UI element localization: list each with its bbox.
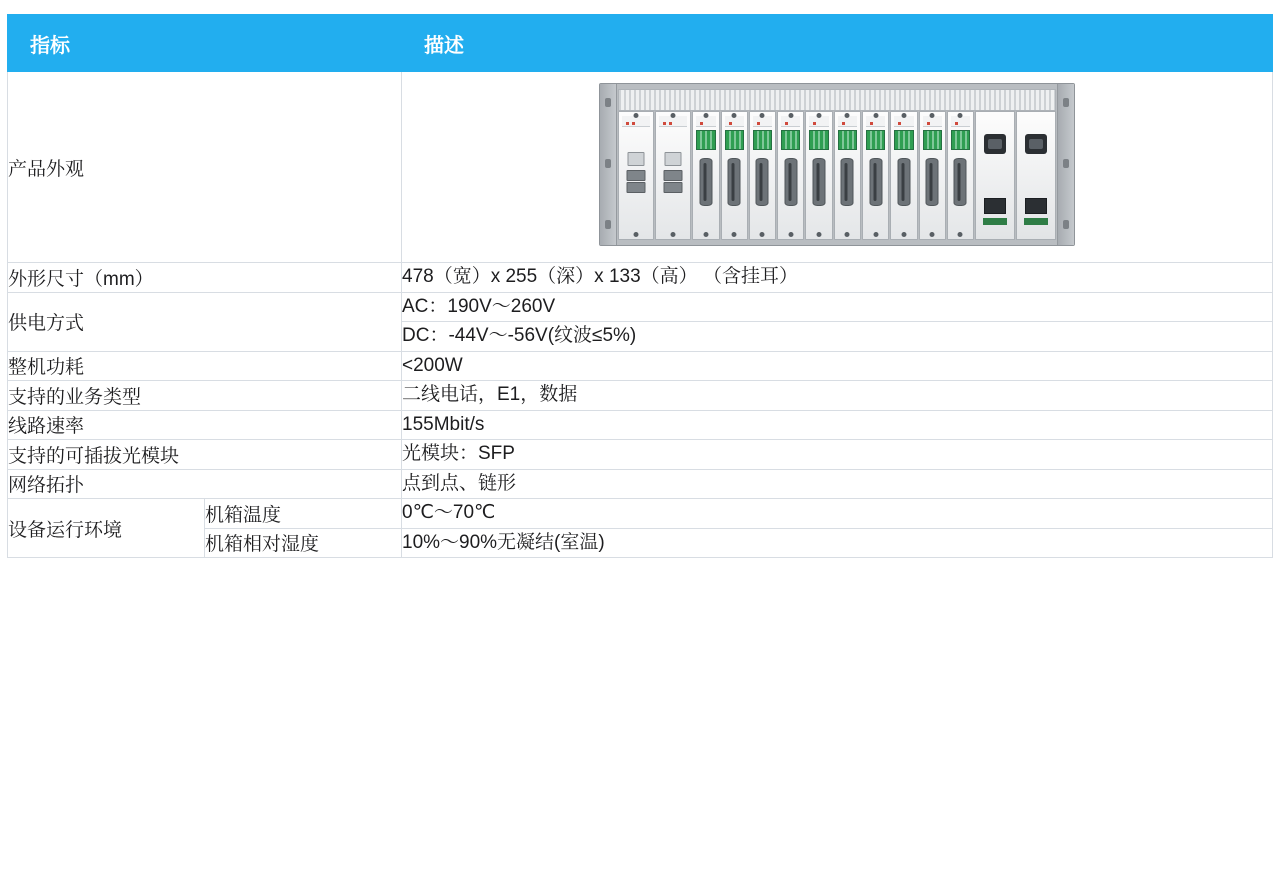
db-connector-icon bbox=[756, 158, 769, 206]
screw-icon bbox=[817, 232, 822, 237]
service-card bbox=[805, 111, 832, 240]
table-row-appearance bbox=[8, 72, 1273, 263]
screw-icon bbox=[760, 232, 765, 237]
row-label-power: 供电方式 bbox=[8, 292, 402, 351]
rj45-port-icon bbox=[628, 152, 645, 166]
header-cell-metric: 指标 bbox=[8, 15, 402, 72]
screw-icon bbox=[817, 113, 822, 118]
sfp-port-icon bbox=[627, 170, 646, 181]
screw-icon bbox=[788, 232, 793, 237]
psu-label bbox=[983, 218, 1007, 225]
terminal-block-icon bbox=[894, 130, 913, 150]
screw-icon bbox=[930, 232, 935, 237]
screw-icon bbox=[873, 113, 878, 118]
screw-icon bbox=[788, 113, 793, 118]
screw-icon bbox=[958, 232, 963, 237]
row-label-environment: 设备运行环境 bbox=[8, 499, 205, 558]
row-value-humidity: 10%～90%无凝结(室温) bbox=[402, 528, 1273, 558]
row-label-dimensions: 外形尺寸（mm） bbox=[8, 263, 402, 293]
table-row-optical-module bbox=[8, 440, 1273, 470]
db-connector-icon bbox=[897, 158, 910, 206]
rack-ear-left bbox=[600, 84, 617, 245]
ac-inlet-icon bbox=[984, 134, 1006, 154]
db-connector-icon bbox=[954, 158, 967, 206]
terminal-block-icon bbox=[809, 130, 828, 150]
power-supply-unit bbox=[1016, 111, 1056, 240]
sfp-port-icon bbox=[664, 182, 683, 193]
specification-table bbox=[7, 14, 1273, 558]
table-row-service-types bbox=[8, 381, 1273, 411]
header-cell-description: 描述 bbox=[402, 15, 1273, 72]
db-connector-icon bbox=[841, 158, 854, 206]
service-card bbox=[919, 111, 946, 240]
terminal-block-icon bbox=[696, 130, 715, 150]
screw-icon bbox=[958, 113, 963, 118]
service-card bbox=[890, 111, 917, 240]
terminal-block-icon bbox=[923, 130, 942, 150]
power-supply-unit bbox=[975, 111, 1015, 240]
table-row-environment-temp bbox=[8, 499, 1273, 529]
terminal-block-icon bbox=[838, 130, 857, 150]
db-connector-icon bbox=[813, 158, 826, 206]
row-value-power-dc: DC：-44V～-56V(纹波≤5%) bbox=[402, 322, 1273, 352]
service-card bbox=[777, 111, 804, 240]
psu-label bbox=[1024, 218, 1048, 225]
service-card bbox=[721, 111, 748, 240]
screw-icon bbox=[901, 232, 906, 237]
table-header-row bbox=[8, 15, 1273, 72]
row-value-optical-module: 光模块：SFP bbox=[402, 440, 1273, 470]
screw-icon bbox=[845, 113, 850, 118]
mount-hole-icon bbox=[1063, 220, 1069, 229]
power-switch-icon bbox=[984, 198, 1006, 214]
row-label-line-rate: 线路速率 bbox=[8, 410, 402, 440]
row-value-topology: 点到点、链形 bbox=[402, 469, 1273, 499]
terminal-block-icon bbox=[866, 130, 885, 150]
terminal-block-icon bbox=[753, 130, 772, 150]
row-label-topology: 网络拓扑 bbox=[8, 469, 402, 499]
mount-hole-icon bbox=[605, 98, 611, 107]
screw-icon bbox=[732, 113, 737, 118]
row-label-optical-module: 支持的可插拔光模块 bbox=[8, 440, 402, 470]
row-value-consumption: <200W bbox=[402, 351, 1273, 381]
row-label-consumption: 整机功耗 bbox=[8, 351, 402, 381]
mount-hole-icon bbox=[1063, 159, 1069, 168]
terminal-block-icon bbox=[951, 130, 970, 150]
db-connector-icon bbox=[926, 158, 939, 206]
table-row-consumption bbox=[8, 351, 1273, 381]
service-card bbox=[692, 111, 719, 240]
screw-icon bbox=[930, 113, 935, 118]
service-card bbox=[834, 111, 861, 240]
row-sublabel-temperature: 机箱温度 bbox=[205, 499, 402, 529]
line-card-management bbox=[618, 111, 654, 240]
mount-hole-icon bbox=[605, 159, 611, 168]
row-value-power-ac: AC：190V～260V bbox=[402, 292, 1273, 322]
sfp-port-icon bbox=[627, 182, 646, 193]
rj45-port-icon bbox=[665, 152, 682, 166]
table-row-topology bbox=[8, 469, 1273, 499]
screw-icon bbox=[760, 113, 765, 118]
product-appearance-image bbox=[402, 72, 1273, 263]
mount-hole-icon bbox=[605, 220, 611, 229]
screw-icon bbox=[634, 113, 639, 118]
rack-chassis-front-view bbox=[599, 83, 1075, 246]
service-card bbox=[862, 111, 889, 240]
power-switch-icon bbox=[1025, 198, 1047, 214]
row-value-service-types: 二线电话，E1，数据 bbox=[402, 381, 1273, 411]
row-label-service-types: 支持的业务类型 bbox=[8, 381, 402, 411]
row-value-line-rate: 155Mbit/s bbox=[402, 410, 1273, 440]
db-connector-icon bbox=[784, 158, 797, 206]
mount-hole-icon bbox=[1063, 98, 1069, 107]
row-sublabel-humidity: 机箱相对湿度 bbox=[205, 528, 402, 558]
row-label-appearance: 产品外观 bbox=[8, 72, 402, 263]
screw-icon bbox=[703, 113, 708, 118]
rack-ear-right bbox=[1057, 84, 1074, 245]
terminal-block-icon bbox=[781, 130, 800, 150]
screw-icon bbox=[901, 113, 906, 118]
card-slot-group bbox=[618, 111, 1056, 240]
screw-icon bbox=[703, 232, 708, 237]
screw-icon bbox=[671, 113, 676, 118]
screw-icon bbox=[634, 232, 639, 237]
sfp-port-icon bbox=[664, 170, 683, 181]
service-card bbox=[749, 111, 776, 240]
screw-icon bbox=[873, 232, 878, 237]
screw-icon bbox=[732, 232, 737, 237]
terminal-block-icon bbox=[725, 130, 744, 150]
row-value-dimensions: 478（宽）x 255（深）x 133（高） （含挂耳） bbox=[402, 263, 1273, 293]
db-connector-icon bbox=[728, 158, 741, 206]
ventilation-grille bbox=[618, 89, 1056, 111]
ac-inlet-icon bbox=[1025, 134, 1047, 154]
db-connector-icon bbox=[869, 158, 882, 206]
db-connector-icon bbox=[699, 158, 712, 206]
table-row-dimensions bbox=[8, 263, 1273, 293]
line-card-management bbox=[655, 111, 691, 240]
row-value-temperature: 0℃～70℃ bbox=[402, 499, 1273, 529]
service-card bbox=[947, 111, 974, 240]
table-row-line-rate bbox=[8, 410, 1273, 440]
screw-icon bbox=[845, 232, 850, 237]
screw-icon bbox=[671, 232, 676, 237]
table-row-power-ac bbox=[8, 292, 1273, 322]
